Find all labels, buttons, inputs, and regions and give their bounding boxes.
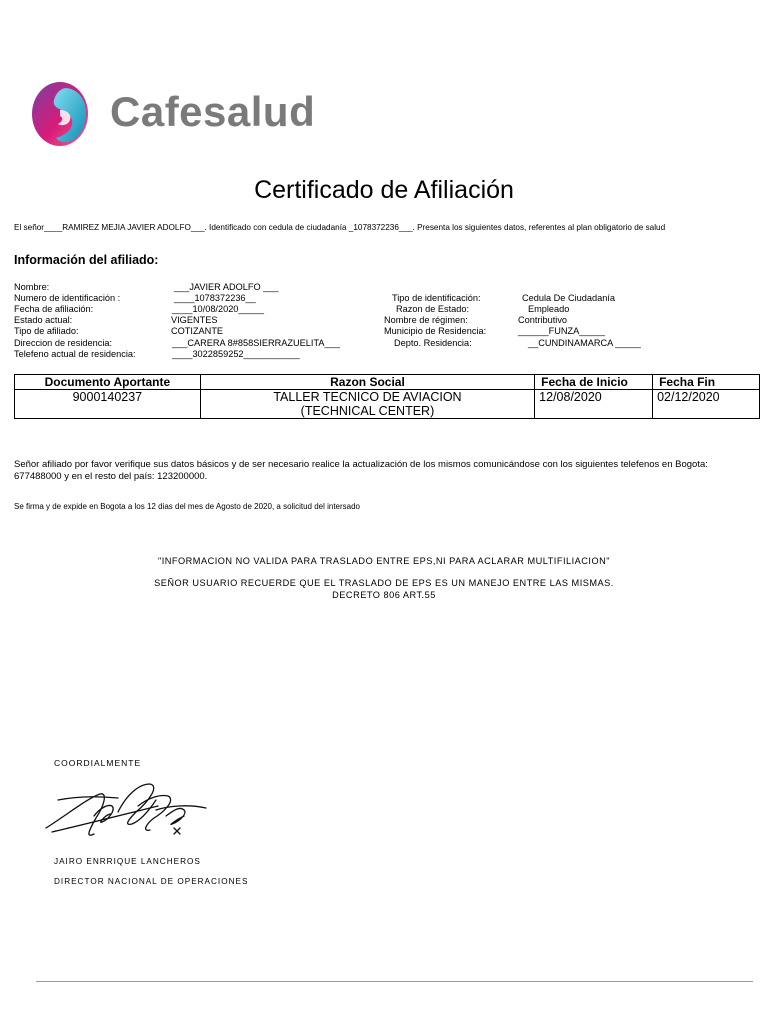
signer-title: DIRECTOR NACIONAL DE OPERACIONES	[54, 877, 249, 886]
brand-name: Cafesalud	[110, 88, 316, 135]
footer-divider	[36, 981, 753, 982]
field-label-razon-estado: Razon de Estado:	[396, 304, 470, 314]
field-label-estado-actual: Estado actual:	[14, 315, 73, 325]
field-label-nombre: Nombre:	[14, 282, 50, 292]
cell-fecha-fin: 02/12/2020	[653, 390, 760, 419]
field-label-direccion: Direccion de residencia:	[14, 338, 113, 348]
field-value-razon-estado: Empleado	[528, 304, 570, 314]
field-value-fecha-afiliacion: ____10/08/2020_____	[172, 304, 264, 314]
field-value-direccion: ___CARERA 8#858SIERRAZUELITA___	[172, 338, 340, 348]
affiliate-info-heading: Información del afiliado:	[14, 253, 159, 267]
field-label-telefono: Telefeno actual de residencia:	[14, 349, 136, 359]
notice-eps-transfer: SEÑOR USUARIO RECUERDE QUE EL TRASLADO DE EPS ES UN MANEJO ENTRE LAS MISMAS.	[154, 578, 614, 588]
intro-text: El señor____RAMIREZ MEJIA JAVIER ADOLFO___. Identificado con cedula de ciudadanía _1078372236___. Presenta los siguientes datos, referentes al plan obligatorio de salud	[14, 223, 666, 232]
verify-paragraph: Señor afiliado por favor verifique sus datos básicos y de ser necesario realice la actualización de los mismos comunicándose con los siguientes telefenos en Bogota: 677488000 y en el resto del país: 123200000.	[14, 459, 708, 482]
field-value-regimen: Contributivo	[518, 315, 568, 325]
handwritten-signature	[38, 776, 213, 846]
document-title: Certificado de Afiliación	[254, 176, 514, 204]
field-value-tipo-afiliado: COTIZANTE	[171, 326, 224, 336]
cell-razon-social	[200, 390, 534, 419]
field-value-estado-actual: VIGENTES	[171, 315, 218, 325]
cell-documento: 9000140237	[15, 390, 201, 419]
field-value-numero-id: ____1078372236__	[174, 293, 256, 303]
field-label-regimen: Nombre de régimen:	[384, 315, 468, 325]
header-fecha-inicio: Fecha de Inicio	[535, 375, 653, 390]
field-label-municipio: Municipio de Residencia:	[384, 326, 487, 336]
header-documento-aportante: Documento Aportante	[15, 375, 201, 390]
field-label-tipo-identificacion: Tipo de identificación:	[392, 293, 481, 303]
cafesalud-logo-icon	[30, 80, 94, 148]
field-value-tipo-identificacion: Cedula De Ciudadanía	[522, 293, 615, 303]
signer-name: JAIRO ENRRIQUE LANCHEROS	[54, 857, 201, 866]
notice-invalid-transfer: "INFORMACION NO VALIDA PARA TRASLADO ENTRE EPS,NI PARA ACLARAR MULTIFILIACION"	[157, 556, 611, 566]
razon-social-line1: TALLER TECNICO DE AVIACION	[273, 390, 462, 404]
field-value-telefono: ____3022859252___________	[172, 349, 300, 359]
field-label-fecha-afiliacion: Fecha de afiliación:	[14, 304, 94, 314]
field-label-depto: Depto. Residencia:	[394, 338, 472, 348]
contributor-table	[14, 374, 760, 419]
header-razon-social: Razon Social	[200, 375, 534, 390]
field-value-municipio: ______FUNZA_____	[518, 326, 605, 336]
field-label-tipo-afiliado: Tipo de afiliado:	[14, 326, 79, 336]
signed-paragraph: Se firma y de expide en Bogota a los 12 dias del mes de Agosto de 2020, a solicitud del intersado	[14, 502, 360, 511]
notice-decree: DECRETO 806 ART.55	[332, 590, 436, 600]
razon-social-line2: (TECHNICAL CENTER)	[300, 404, 435, 418]
table-row	[15, 390, 760, 419]
closing-greeting: COORDIALMENTE	[54, 758, 142, 768]
table-header-row	[15, 375, 760, 390]
field-value-depto: __CUNDINAMARCA _____	[528, 338, 641, 348]
cell-fecha-inicio: 12/08/2020	[535, 390, 653, 419]
header-fecha-fin: Fecha Fin	[653, 375, 760, 390]
field-value-nombre: ___JAVIER ADOLFO ___	[174, 282, 279, 292]
field-label-numero-id: Numero de identificación :	[14, 293, 121, 303]
